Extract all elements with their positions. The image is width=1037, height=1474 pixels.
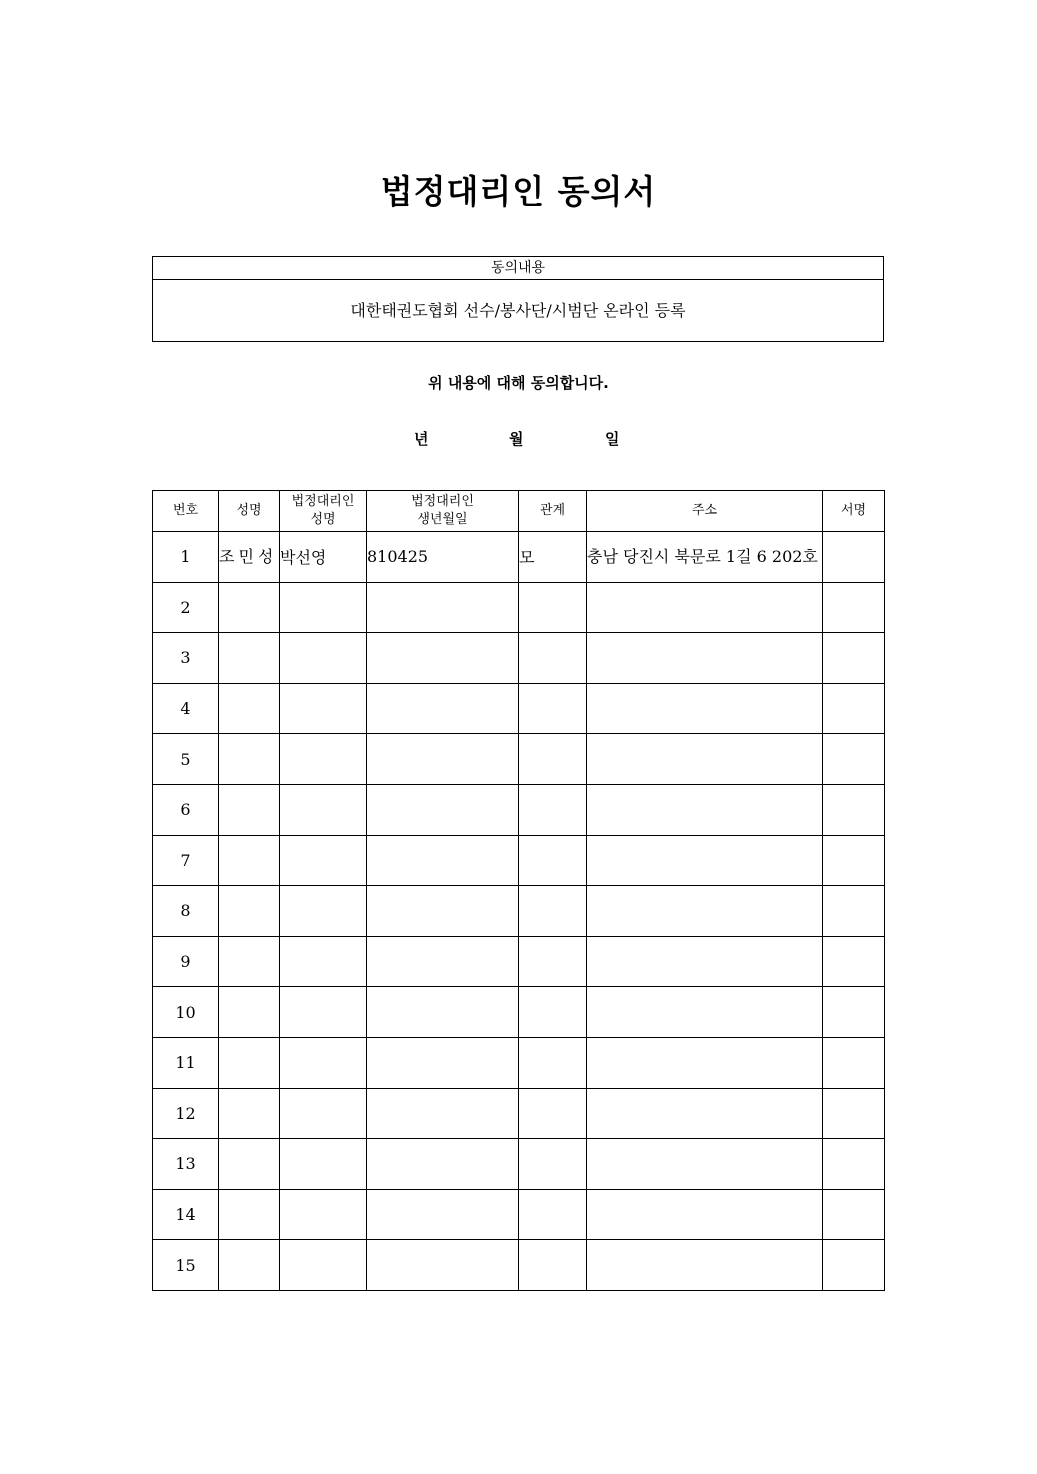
row-number: 9 [153, 936, 219, 987]
table-row [153, 1139, 885, 1190]
table-row [153, 987, 885, 1038]
address-cell[interactable]: 충남 당진시 북문로 1길 6 202호 [587, 532, 823, 583]
document-title: 법정대리인 동의서 [380, 172, 657, 211]
guardian-name-cell[interactable] [280, 1037, 367, 1088]
column-header-line1: 관계 [539, 503, 566, 518]
table-row [153, 683, 885, 734]
guardian-birthdate-cell[interactable] [367, 1139, 519, 1190]
row-number: 1 [153, 532, 219, 583]
signature-cell[interactable] [823, 886, 885, 937]
column-header [219, 491, 280, 532]
relation-cell[interactable] [519, 835, 587, 886]
date-day-label: 일 [605, 430, 620, 448]
address-cell[interactable] [587, 936, 823, 987]
name-cell[interactable] [219, 936, 280, 987]
address-cell[interactable] [587, 582, 823, 633]
name-cell[interactable] [219, 987, 280, 1038]
relation-cell[interactable] [519, 936, 587, 987]
row-number: 7 [153, 835, 219, 886]
guardian-name-cell[interactable] [280, 1189, 367, 1240]
consent-box [152, 256, 884, 342]
relation-cell[interactable] [519, 1088, 587, 1139]
guardian-table [152, 490, 885, 1291]
guardian-name-cell[interactable] [280, 886, 367, 937]
guardian-birthdate-cell[interactable] [367, 683, 519, 734]
column-header-line1: 번호 [172, 503, 199, 518]
column-header [519, 491, 587, 532]
guardian-birthdate-cell[interactable] [367, 1240, 519, 1291]
guardian-birthdate-cell[interactable] [367, 1189, 519, 1240]
name-cell[interactable] [219, 633, 280, 684]
guardian-birthdate-cell[interactable] [367, 835, 519, 886]
guardian-name-cell[interactable] [280, 1088, 367, 1139]
signature-cell[interactable] [823, 1088, 885, 1139]
signature-cell[interactable] [823, 1240, 885, 1291]
name-cell[interactable] [219, 835, 280, 886]
row-number: 14 [153, 1189, 219, 1240]
guardian-name-cell[interactable]: 박선영 [280, 532, 367, 583]
column-header-line1: 법정대리인 [291, 494, 355, 509]
guardian-birthdate-cell[interactable] [367, 936, 519, 987]
name-cell[interactable] [219, 683, 280, 734]
row-number: 4 [153, 683, 219, 734]
guardian-name-cell[interactable] [280, 633, 367, 684]
relation-cell[interactable] [519, 784, 587, 835]
address-cell[interactable] [587, 784, 823, 835]
row-number: 13 [153, 1139, 219, 1190]
table-row [153, 633, 885, 684]
table-row [153, 835, 885, 886]
table-row [153, 886, 885, 937]
table-row [153, 936, 885, 987]
name-cell[interactable] [219, 582, 280, 633]
signature-cell[interactable] [823, 1037, 885, 1088]
address-cell[interactable] [587, 1037, 823, 1088]
table-row [153, 734, 885, 785]
row-number: 11 [153, 1037, 219, 1088]
name-cell[interactable] [219, 886, 280, 937]
signature-cell[interactable] [823, 683, 885, 734]
name-cell[interactable] [219, 1189, 280, 1240]
address-cell[interactable] [587, 1189, 823, 1240]
table-row [153, 784, 885, 835]
table-row [153, 1189, 885, 1240]
relation-cell[interactable] [519, 633, 587, 684]
row-number: 10 [153, 987, 219, 1038]
column-header-line1: 법정대리인 [411, 494, 474, 509]
table-row [153, 1088, 885, 1139]
name-cell[interactable] [219, 1088, 280, 1139]
guardian-name-cell[interactable] [280, 1139, 367, 1190]
address-cell[interactable] [587, 987, 823, 1038]
guardian-birthdate-cell[interactable] [367, 633, 519, 684]
column-header [587, 491, 823, 532]
signature-cell[interactable] [823, 633, 885, 684]
table-row [153, 582, 885, 633]
relation-cell[interactable] [519, 582, 587, 633]
signature-cell[interactable] [823, 582, 885, 633]
relation-cell[interactable]: 모 [519, 532, 587, 583]
agreement-statement: 위 내용에 대해 동의합니다. [428, 374, 609, 392]
relation-cell[interactable] [519, 734, 587, 785]
table-row [153, 1037, 885, 1088]
address-cell[interactable] [587, 886, 823, 937]
guardian-birthdate-cell[interactable] [367, 1088, 519, 1139]
guardian-name-cell[interactable] [280, 987, 367, 1038]
relation-cell[interactable] [519, 987, 587, 1038]
consent-header: 동의내용 [153, 257, 883, 280]
table-row [153, 1240, 885, 1291]
table-row [153, 532, 885, 583]
guardian-name-cell[interactable] [280, 936, 367, 987]
row-number: 8 [153, 886, 219, 937]
address-cell[interactable] [587, 1240, 823, 1291]
table-body [153, 532, 885, 1291]
guardian-name-cell[interactable] [280, 734, 367, 785]
relation-cell[interactable] [519, 886, 587, 937]
column-header-line2: 생년월일 [417, 512, 468, 527]
table-header-row [153, 491, 885, 532]
name-cell[interactable] [219, 1037, 280, 1088]
column-header-line1: 서명 [840, 503, 867, 518]
relation-cell[interactable] [519, 1139, 587, 1190]
guardian-name-cell[interactable] [280, 1240, 367, 1291]
consent-content: 대한태권도협회 선수/봉사단/시범단 온라인 등록 [350, 301, 686, 320]
guardian-birthdate-cell[interactable] [367, 1037, 519, 1088]
date-month-label: 월 [509, 430, 524, 448]
name-cell[interactable] [219, 1240, 280, 1291]
row-number: 2 [153, 582, 219, 633]
guardian-birthdate-cell[interactable] [367, 987, 519, 1038]
name-cell[interactable] [219, 734, 280, 785]
name-cell[interactable]: 조민성 [219, 532, 280, 583]
address-cell[interactable] [587, 683, 823, 734]
guardian-birthdate-cell[interactable] [367, 784, 519, 835]
column-header [280, 491, 367, 532]
relation-cell[interactable] [519, 1240, 587, 1291]
guardian-birthdate-cell[interactable] [367, 734, 519, 785]
column-header [367, 491, 519, 532]
signature-cell[interactable] [823, 987, 885, 1038]
guardian-birthdate-cell[interactable] [367, 886, 519, 937]
guardian-birthdate-cell[interactable]: 810425 [367, 532, 519, 583]
signature-cell[interactable] [823, 784, 885, 835]
address-cell[interactable] [587, 633, 823, 684]
address-cell[interactable] [587, 835, 823, 886]
address-cell[interactable] [587, 734, 823, 785]
name-cell[interactable] [219, 1139, 280, 1190]
address-cell[interactable] [587, 1139, 823, 1190]
signature-cell[interactable] [823, 532, 885, 583]
column-header [153, 491, 219, 532]
guardian-name-cell[interactable] [280, 683, 367, 734]
relation-cell[interactable] [519, 1189, 587, 1240]
row-number: 3 [153, 633, 219, 684]
column-header [823, 491, 885, 532]
guardian-birthdate-cell[interactable] [367, 582, 519, 633]
name-cell[interactable] [219, 784, 280, 835]
row-number: 12 [153, 1088, 219, 1139]
column-header-line1: 주소 [691, 503, 718, 518]
guardian-name-cell[interactable] [280, 582, 367, 633]
row-number: 15 [153, 1240, 219, 1291]
relation-cell[interactable] [519, 683, 587, 734]
signature-cell[interactable] [823, 936, 885, 987]
guardian-name-cell[interactable] [280, 835, 367, 886]
signature-cell[interactable] [823, 734, 885, 785]
address-cell[interactable] [587, 1088, 823, 1139]
row-number: 5 [153, 734, 219, 785]
column-header-line1: 성명 [236, 503, 262, 518]
relation-cell[interactable] [519, 1037, 587, 1088]
guardian-name-cell[interactable] [280, 784, 367, 835]
signature-cell[interactable] [823, 1139, 885, 1190]
signature-cell[interactable] [823, 1189, 885, 1240]
signature-cell[interactable] [823, 835, 885, 886]
date-year-label: 년 [414, 430, 429, 448]
row-number: 6 [153, 784, 219, 835]
column-header-line2: 성명 [310, 512, 336, 527]
